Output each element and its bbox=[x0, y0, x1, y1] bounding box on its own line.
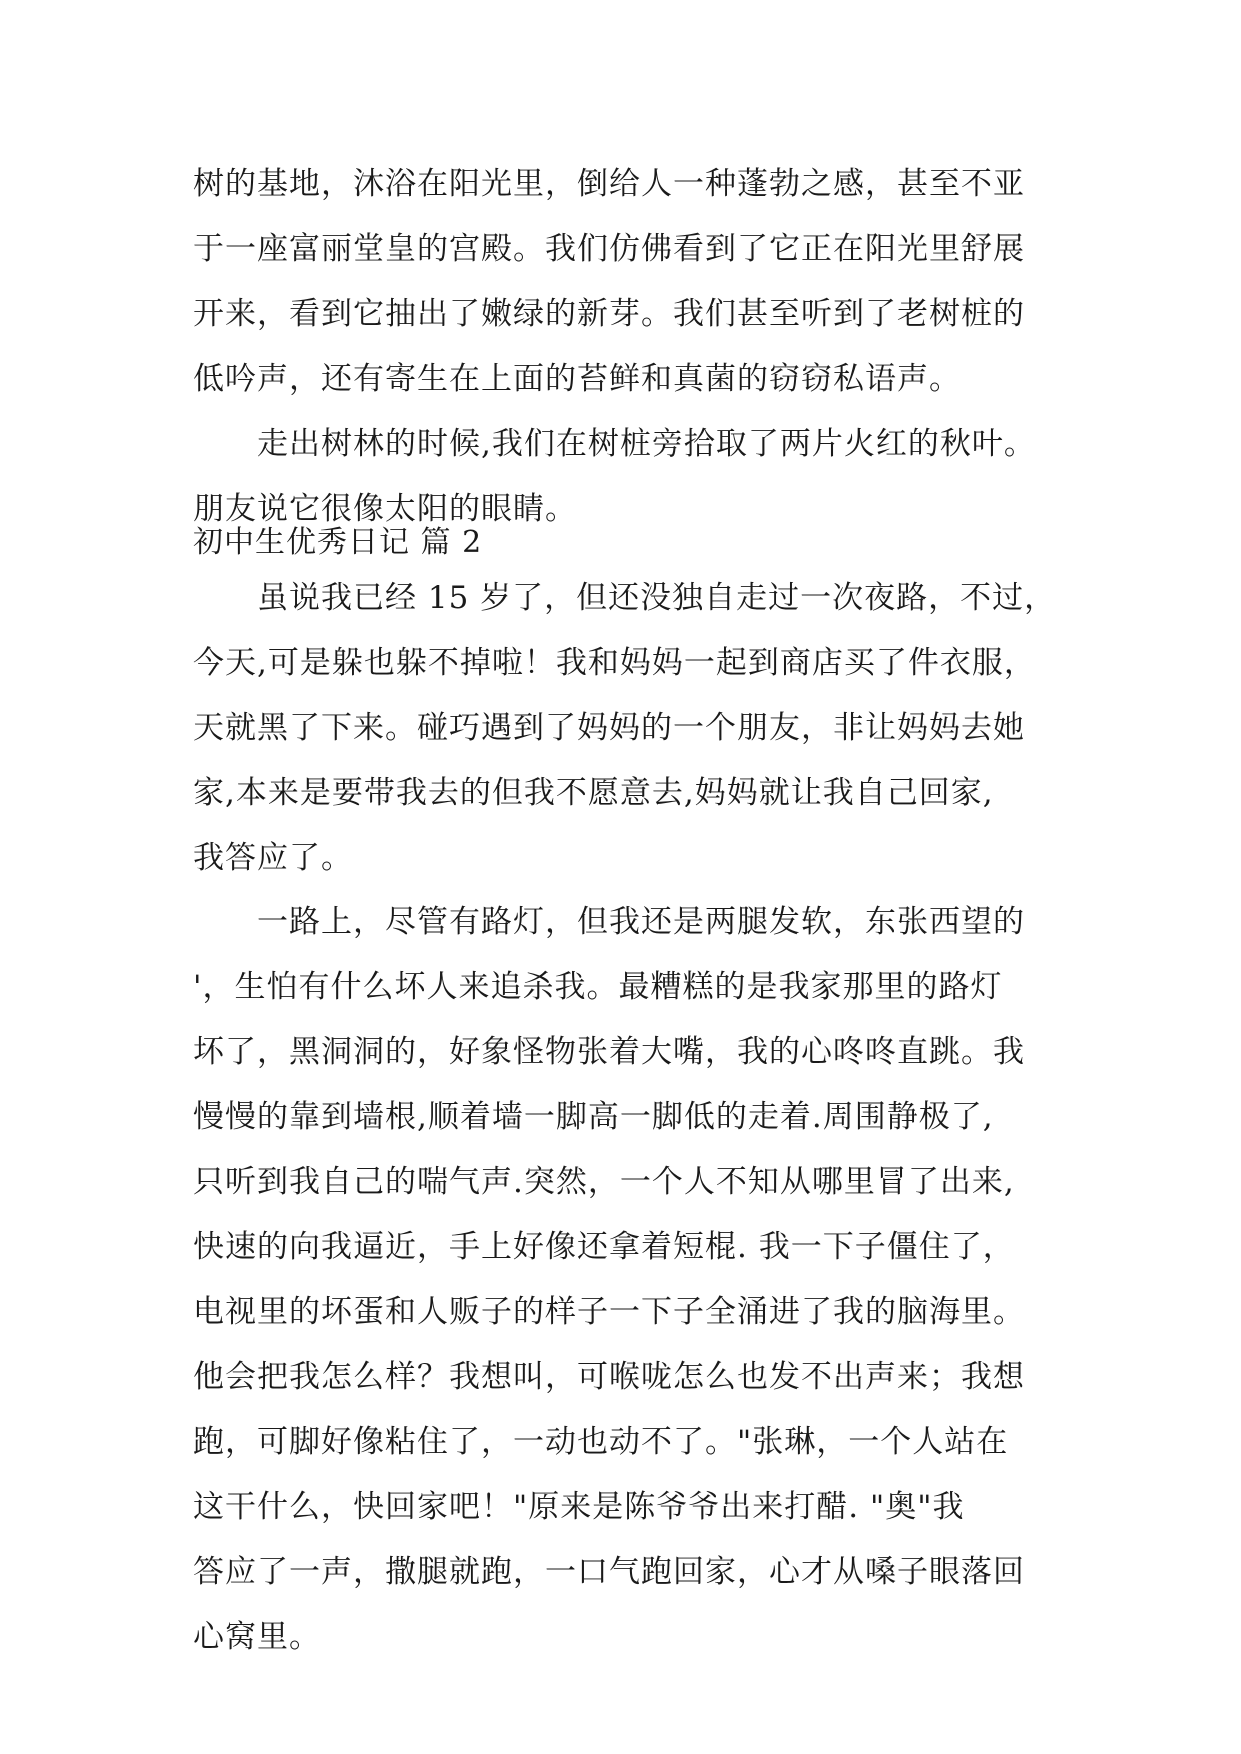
text-line: 低吟声，还有寄生在上面的苔鲜和真菌的窃窃私语声。 bbox=[193, 361, 961, 397]
text-line: 开来，看到它抽出了嫩绿的新芽。我们甚至听到了老树桩的 bbox=[193, 296, 1025, 332]
text-line: 走出树林的时候,我们在树桩旁拾取了两片火红的秋叶。 bbox=[257, 426, 1036, 462]
text-line: 这干什么，快回家吧！"原来是陈爷爷出来打醋. "奥"我 bbox=[193, 1489, 965, 1525]
text-line: 我答应了。 bbox=[193, 840, 353, 876]
paragraph-1 bbox=[193, 152, 1073, 412]
section-title: 初中生优秀日记 篇 2 bbox=[193, 525, 483, 560]
text-line: 只听到我自己的喘气声.突然，一个人不知从哪里冒了出来, bbox=[193, 1164, 1015, 1200]
text-line: 心窝里。 bbox=[193, 1619, 321, 1655]
paragraph-4 bbox=[193, 890, 1073, 1670]
text-line: 朋友说它很像太阳的眼睛。 bbox=[193, 491, 577, 527]
text-line: 一路上，尽管有路灯，但我还是两腿发软，东张西望的 bbox=[257, 904, 1025, 940]
text-line: '，生怕有什么坏人来追杀我。最糟糕的是我家那里的路灯 bbox=[193, 969, 1003, 1005]
text-line: 答应了一声，撒腿就跑，一口气跑回家，心才从嗓子眼落回 bbox=[193, 1554, 1025, 1590]
paragraph-3 bbox=[193, 566, 1073, 891]
text-line: 天就黑了下来。碰巧遇到了妈妈的一个朋友，非让妈妈去她 bbox=[193, 710, 1025, 746]
text-line: 虽说我已经 15 岁了，但还没独自走过一次夜路，不过， bbox=[257, 580, 1057, 616]
text-line: 电视里的坏蛋和人贩子的样子一下子全涌进了我的脑海里。 bbox=[193, 1294, 1025, 1330]
text-line: 慢慢的靠到墙根,顺着墙一脚高一脚低的走着.周围静极了, bbox=[193, 1099, 994, 1135]
text-line: 跑，可脚好像粘住了，一动也动不了。"张琳，一个人站在 bbox=[193, 1424, 1009, 1460]
text-line: 今天,可是躲也躲不掉啦！我和妈妈一起到商店买了件衣服， bbox=[193, 645, 1036, 681]
text-line: 他会把我怎么样？我想叫，可喉咙怎么也发不出声来；我想 bbox=[193, 1359, 1025, 1395]
text-line: 树的基地，沐浴在阳光里，倒给人一种蓬勃之感，甚至不亚 bbox=[193, 166, 1025, 202]
text-line: 快速的向我逼近，手上好像还拿着短棍. 我一下子僵住了， bbox=[193, 1229, 1015, 1265]
text-line: 坏了，黑洞洞的，好象怪物张着大嘴，我的心咚咚直跳。我 bbox=[193, 1034, 1025, 1070]
text-line: 家,本来是要带我去的但我不愿意去,妈妈就让我自己回家, bbox=[193, 775, 994, 811]
text-line: 于一座富丽堂皇的宫殿。我们仿佛看到了它正在阳光里舒展 bbox=[193, 231, 1025, 267]
